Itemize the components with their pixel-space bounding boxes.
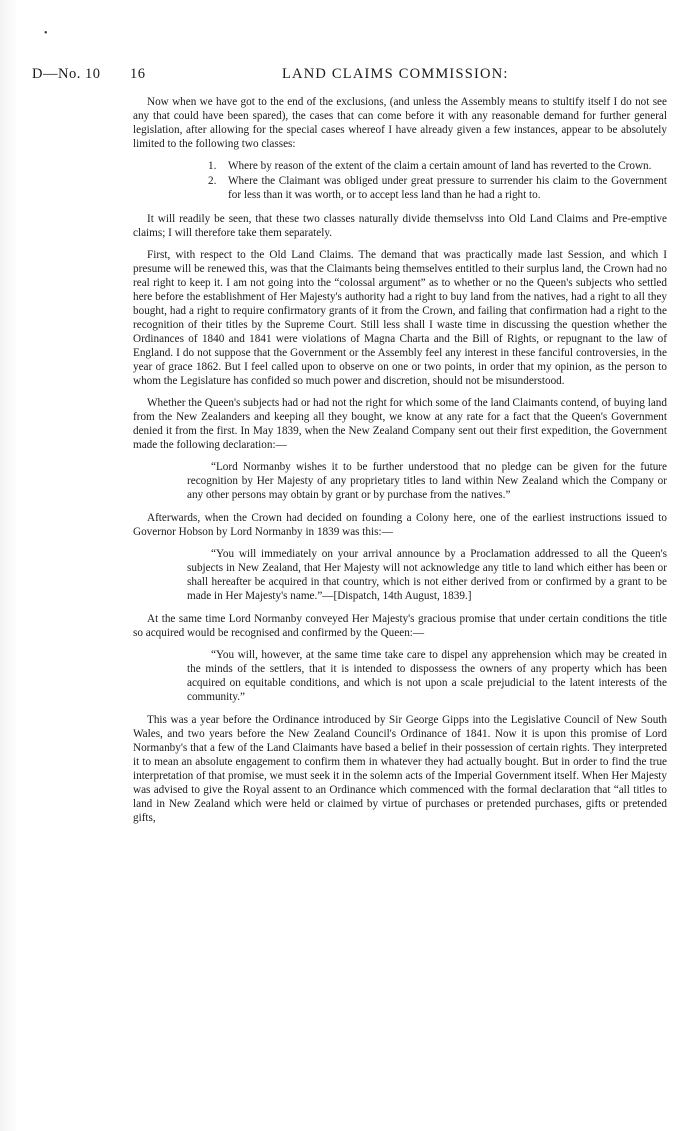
quote-normanby-declaration: [133, 460, 667, 502]
list-item-text: Where by reason of the extent of the claim a certain amount of land has reverted to the Crown.: [228, 160, 652, 172]
quote-proclamation-instruction: [133, 547, 667, 603]
list-item-number: 2.: [208, 175, 217, 187]
list-item: [208, 174, 667, 202]
quote-text: “You will, however, at the same time take care to dispel any apprehension which may be created in the minds of the settlers, that it is intended to dispossess the owners of any property which has been acquired on equitable conditions, and which is not upon a scale prejudicial to the latent interests of the community.”: [187, 649, 667, 703]
page-header: [32, 66, 672, 86]
classes-list: [133, 159, 667, 202]
quote-dispel-apprehension: [133, 648, 667, 704]
list-item-number: 1.: [208, 160, 217, 172]
margin-mark: •: [44, 28, 48, 39]
body-text: [133, 95, 667, 833]
paragraph-exclusions: Now when we have got to the end of the exclusions, (and unless the Assembly means to stultify itself I do not see any that could have been spared), the cases that can come before it with any reasonable demand for further general legislation, after allowing for the special cases whereof I have already given a few instances, appear to be absolutely limited to the following two classes:: [133, 96, 667, 150]
paragraph-old-land-claims: First, with respect to the Old Land Claims. The demand that was practically made last Session, and which I presume will be renewed this, was that the Claimants being themselves entitled to their surplus land, the Crown had no real right to keep it. I am not going into the “colossal argument” as to whether or no the Queen's subjects who settled here before the establishment of Her Majesty's authority had a right to buy land from the natives, had a right to all they bought, had a right to require confirmatory grants of it from the Crown, and failing that confirmation had a right to the recognition of their titles by the Supreme Court. Still less shall I waste time in discussing the question whether the Ordinances of 1840 and 1841 were violations of Magna Charta and the Bill of Rights, or repugnant to the law of England. I do not suppose that the Government or the Assembly feel any interest in these fanciful controversies, in the year of grace 1862. But I feel called upon to observe on one or two points, in order that my opinion, as the person to whom the Legislature has confided so much power and discretion, should not be misunderstood.: [133, 249, 667, 387]
page-edge-shadow: [0, 0, 18, 1131]
paragraph-gracious-promise: At the same time Lord Normanby conveyed Her Majesty's gracious promise that under certain conditions the title so acquired would be recognised and confirmed by the Queen:—: [133, 613, 667, 639]
list-item-text: Where the Claimant was obliged under great pressure to surrender his claim to the Government for less than it was worth, or to accept less land than he had a right to.: [228, 175, 667, 201]
quote-text: “Lord Normanby wishes it to be further understood that no pledge can be given for the future recognition by Her Majesty of any proprietary titles to land within New Zealand which the Company or any other persons may obtain by grant or by purchase from the natives.”: [187, 461, 667, 501]
paragraph-afterwards: Afterwards, when the Crown had decided on founding a Colony here, one of the earliest instructions issued to Governor Hobson by Lord Normanby in 1839 was this:—: [133, 512, 667, 538]
paragraph-queens-subjects: Whether the Queen's subjects had or had not the right for which some of the land Claimants contend, of buying land from the New Zealanders and keeping all they bought, we know at any rate for a fact that the Queen's Government denied it from the first. In May 1839, when the New Zealand Company sent out their first expedition, the Government made the following declaration:—: [133, 397, 667, 451]
paragraph-ordinance: This was a year before the Ordinance introduced by Sir George Gipps into the Legislative Council of New South Wales, and two years before the New Zealand Council's Ordinance of 1841. Now it is upon this promise of Lord Normanby's that a few of the Land Claimants have based a belief in their possession of certain rights. They interpreted it to mean an absolute engagement to confirm them in whatever they had actually bought. But in order to find the true interpretation of that promise, we must seek it in the solemn acts of the Imperial Government itself. When Her Majesty was advised to give the Royal assent to an Ordinance which commenced with the formal declaration that “all titles to land in New Zealand which were held or claimed by virtue of purchases or pretended purchases, gifts or pretended gifts,: [133, 714, 667, 824]
document-reference: D—No. 10: [32, 66, 101, 82]
quote-text: “You will immediately on your arrival announce by a Proclamation addressed to all the Queen's subjects in New Zealand, that Her Majesty will not acknowledge any title to land which either has been or shall hereafter be acquired in that country, which is not either derived from or confirmed by a grant to be made in Her Majesty's name.”—[Dispatch, 14th August, 1839.]: [187, 548, 667, 602]
running-title: LAND CLAIMS COMMISSION:: [282, 66, 509, 82]
page-number: 16: [130, 66, 146, 82]
list-item: [208, 159, 667, 173]
paragraph-two-classes: It will readily be seen, that these two classes naturally divide themselvss into Old Land Claims and Pre-emptive claims; I will therefore take them separately.: [133, 213, 667, 239]
